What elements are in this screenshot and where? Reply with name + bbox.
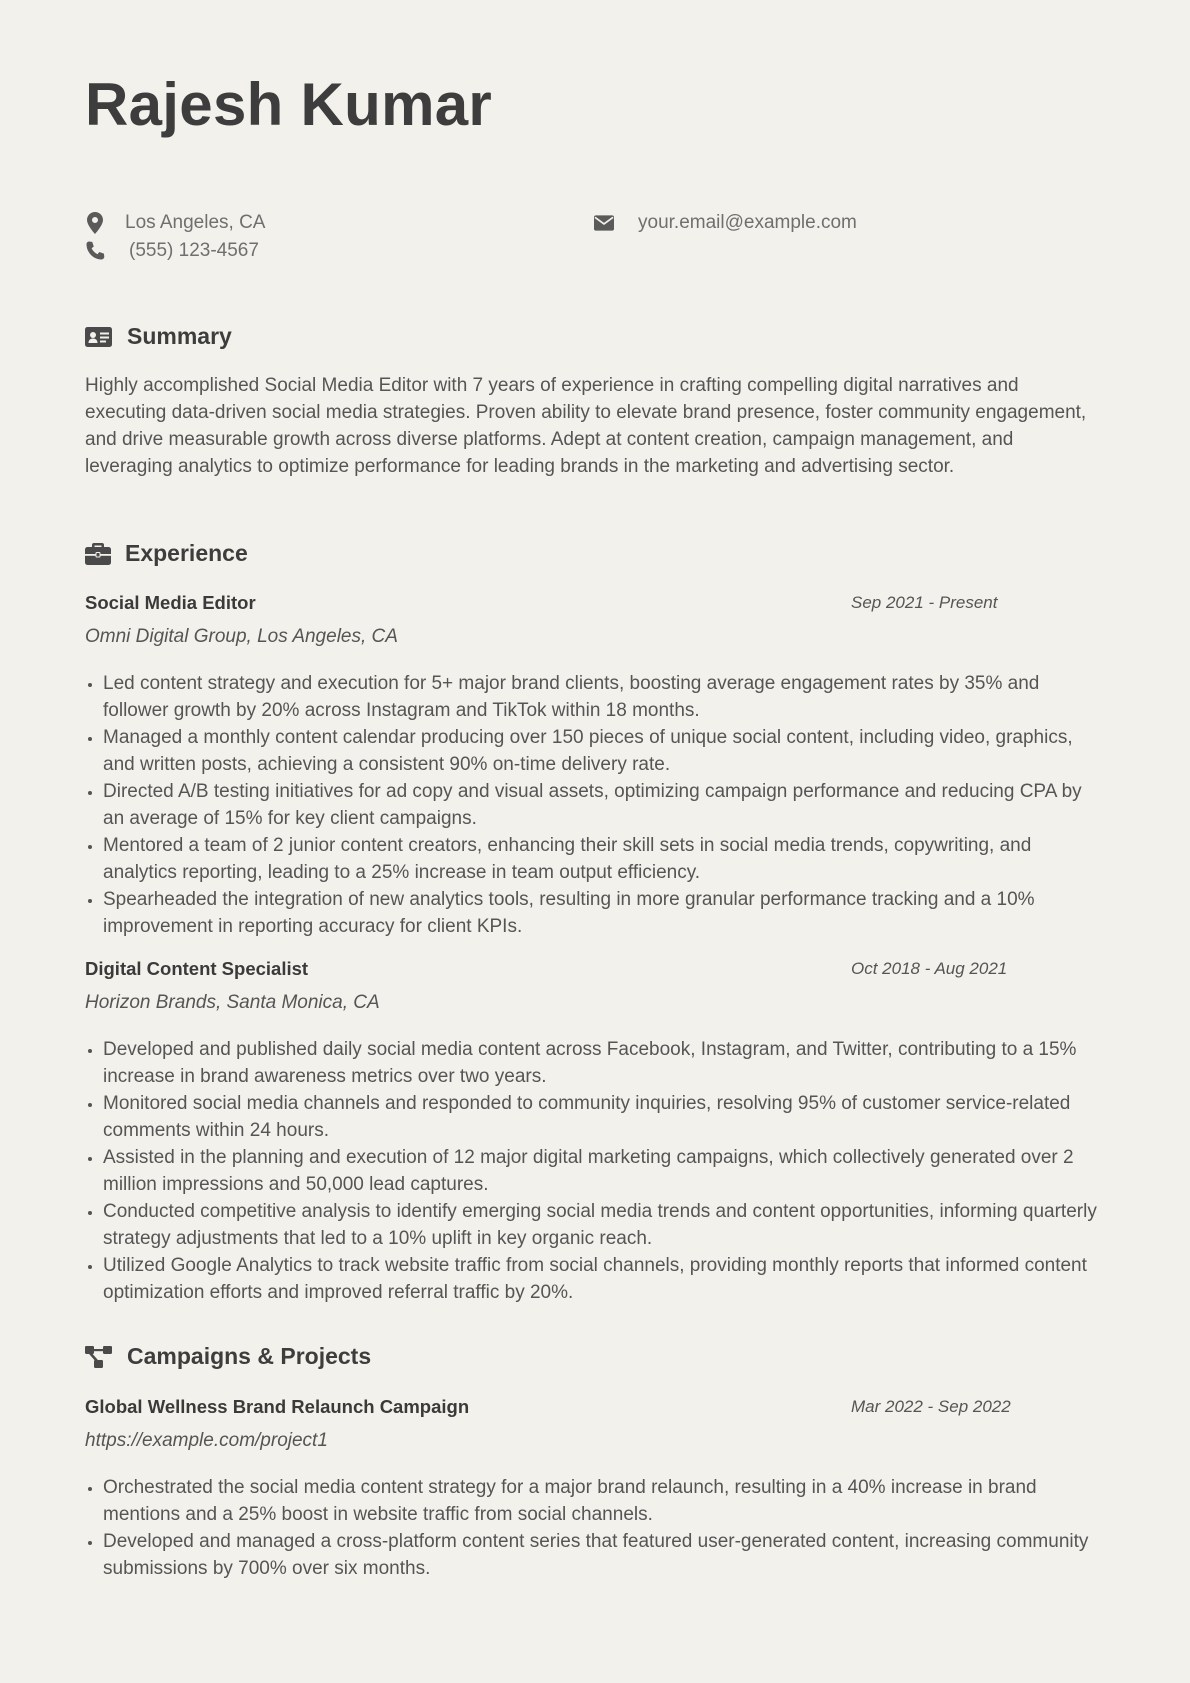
project-bullets	[85, 1474, 1105, 1582]
bullet-item: • Conducted competitive analysis to identify emerging social media trends and content opportunities, informing quarterly strategy adjustments that led to a 10% uplift in key organic reach.	[103, 1198, 1105, 1252]
projects-title: Campaigns & Projects	[127, 1343, 372, 1369]
diagram-icon	[85, 1345, 113, 1369]
phone-icon	[85, 240, 105, 262]
briefcase-icon	[85, 542, 113, 566]
job-entry	[85, 956, 1105, 1306]
project-entry	[85, 1394, 1105, 1582]
summary-heading	[85, 323, 232, 350]
job-bullets	[85, 1036, 1105, 1306]
location-text: Los Angeles, CA	[125, 212, 266, 233]
contact-email	[594, 212, 857, 234]
bullet-item: • Mentored a team of 2 junior content creators, enhancing their skill sets in social media trends, copywriting, and analytics reporting, leading to a 25% increase in team output efficiency.	[103, 832, 1105, 886]
summary-title: Summary	[127, 323, 232, 349]
contact-location	[85, 212, 265, 234]
job-bullets	[85, 670, 1105, 940]
project-date: Mar 2022 - Sep 2022	[851, 1397, 1011, 1416]
bullet-item: • Managed a monthly content calendar producing over 150 pieces of unique social content, including video, graphics, and written posts, achieving a consistent 90% on-time delivery rate.	[103, 724, 1105, 778]
phone-text[interactable]: (555) 123-4567	[129, 240, 259, 261]
project-title: Global Wellness Brand Relaunch Campaign	[85, 1396, 470, 1417]
email-text[interactable]: your.email@example.com	[638, 212, 857, 233]
bullet-item: • Monitored social media channels and responded to community inquiries, resolving 95% of customer service-related comments within 24 hours.	[103, 1090, 1105, 1144]
experience-title: Experience	[125, 540, 248, 566]
summary-text: Highly accomplished Social Media Editor with 7 years of experience in crafting compelling digital narratives and executing data-driven social media strategies. Proven ability to elevate brand presence, foster community engagement, and drive measurable growth across diverse platforms. Adept at content creation, campaign management, and leveraging analytics to optimize performance for leading brands in the marketing and advertising sector.	[85, 375, 1087, 477]
job-title: Social Media Editor	[85, 592, 256, 613]
candidate-name: Rajesh Kumar	[85, 71, 493, 138]
bullet-item: • Directed A/B testing initiatives for ad copy and visual assets, optimizing campaign performance and reducing CPA by an average of 15% for key client campaigns.	[103, 778, 1105, 832]
contact-phone	[85, 240, 259, 262]
bullet-item: • Led content strategy and execution for 5+ major brand clients, boosting average engagement rates by 35% and follower growth by 20% across Instagram and TikTok within 18 months.	[103, 670, 1105, 724]
bullet-item: • Developed and managed a cross-platform content series that featured user-generated content, increasing community submissions by 700% over six months.	[103, 1528, 1105, 1582]
job-date: Sep 2021 - Present	[851, 593, 998, 612]
bullet-item: • Developed and published daily social media content across Facebook, Instagram, and Twitter, contributing to a 15% increase in brand awareness metrics over two years.	[103, 1036, 1105, 1090]
job-entry	[85, 590, 1105, 940]
job-organization: Horizon Brands, Santa Monica, CA	[85, 992, 380, 1013]
job-date: Oct 2018 - Aug 2021	[851, 959, 1008, 978]
job-title: Digital Content Specialist	[85, 958, 309, 979]
map-marker-icon	[85, 212, 105, 234]
id-card-icon	[85, 325, 113, 349]
bullet-item: • Utilized Google Analytics to track website traffic from social channels, providing monthly reports that informed content optimization efforts and improved referral traffic by 20%.	[103, 1252, 1105, 1306]
project-url[interactable]: https://example.com/project1	[85, 1430, 328, 1451]
bullet-item: • Spearheaded the integration of new analytics tools, resulting in more granular performance tracking and a 10% improvement in reporting accuracy for client KPIs.	[103, 886, 1105, 940]
projects-heading	[85, 1343, 371, 1370]
job-organization: Omni Digital Group, Los Angeles, CA	[85, 626, 398, 647]
bullet-item: • Assisted in the planning and execution of 12 major digital marketing campaigns, which collectively generated over 2 million impressions and 50,000 lead captures.	[103, 1144, 1105, 1198]
bullet-item: • Orchestrated the social media content strategy for a major brand relaunch, resulting in a 40% increase in brand mentions and a 25% boost in website traffic from social channels.	[103, 1474, 1105, 1528]
envelope-icon	[594, 212, 614, 234]
experience-heading	[85, 540, 248, 567]
